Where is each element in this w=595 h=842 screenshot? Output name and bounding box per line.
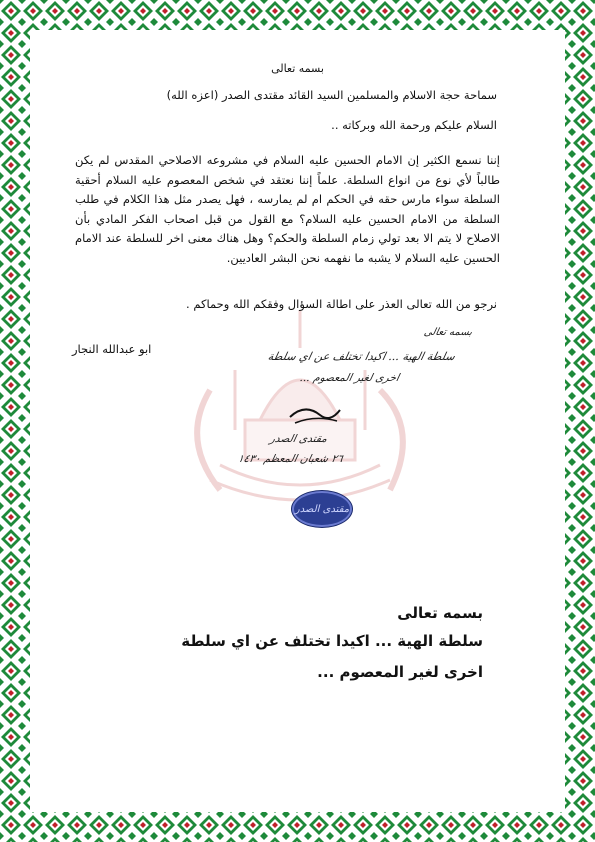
handwritten-title: بسمه تعالى: [422, 327, 474, 338]
letter-body: إننا نسمع الكثير إن الامام الحسين عليه السلام في مشروعه الاصلاحي المقدس لم يكن طالباً لأي نوع من انواع السلطة. علماً إننا نعتقد في شخص المعصوم عليه السلام أحقية السلطة سواء مارس حقه في الحكم ام لم يمارسه ، فهل يصدر مثل هذا الكلام في طلب السلطة من الامام الحسين عليه السلام؟ مع القول من قبل اصحاب الفكر المادي بأن الاصلاح لا يتم الا بعد تولي زمام السلطة والحكم؟ وهل هناك معنى اخر للسلطة عند الامام الحسين عليه السلام لا يشبه ما نفهمه نحن البشر العاديين.: [75, 153, 500, 265]
seal-text: مقتدى الصدر: [294, 503, 350, 515]
letter-closing: نرجو من الله تعالى العذر على اطالة السؤال وفقكم الله وحماكم .: [186, 297, 497, 311]
handwritten-line-1: سلطة الهية ... اكيدا تختلف عن اي سلطة: [266, 350, 457, 363]
typed-reply-line-1: سلطة الهية ... اكيدا تختلف عن اي سلطة: [181, 632, 483, 650]
letter-greeting: السلام عليكم ورحمة الله وبركاته ..: [331, 118, 497, 132]
handwritten-line-2: اخرى لغير المعصوم ...: [298, 372, 401, 384]
signature-date: ٢٦ شعبان المعظم ١٤٣٠: [236, 453, 344, 465]
letter-title: بسمه تعالى: [271, 62, 324, 75]
letter-addressee: سماحة حجة الاسلام والمسلمين السيد القائد مقتدى الصدر (اعزه الله): [166, 88, 497, 102]
signature-mark: [285, 395, 345, 430]
typed-reply-title: بسمه تعالى: [397, 604, 483, 622]
letter-sender: ابو عبدالله النجار: [72, 342, 152, 356]
typed-reply-line-2: اخرى لغير المعصوم ...: [317, 663, 483, 681]
official-seal: [292, 491, 352, 527]
signature-name: مقتدى الصدر: [268, 433, 329, 445]
